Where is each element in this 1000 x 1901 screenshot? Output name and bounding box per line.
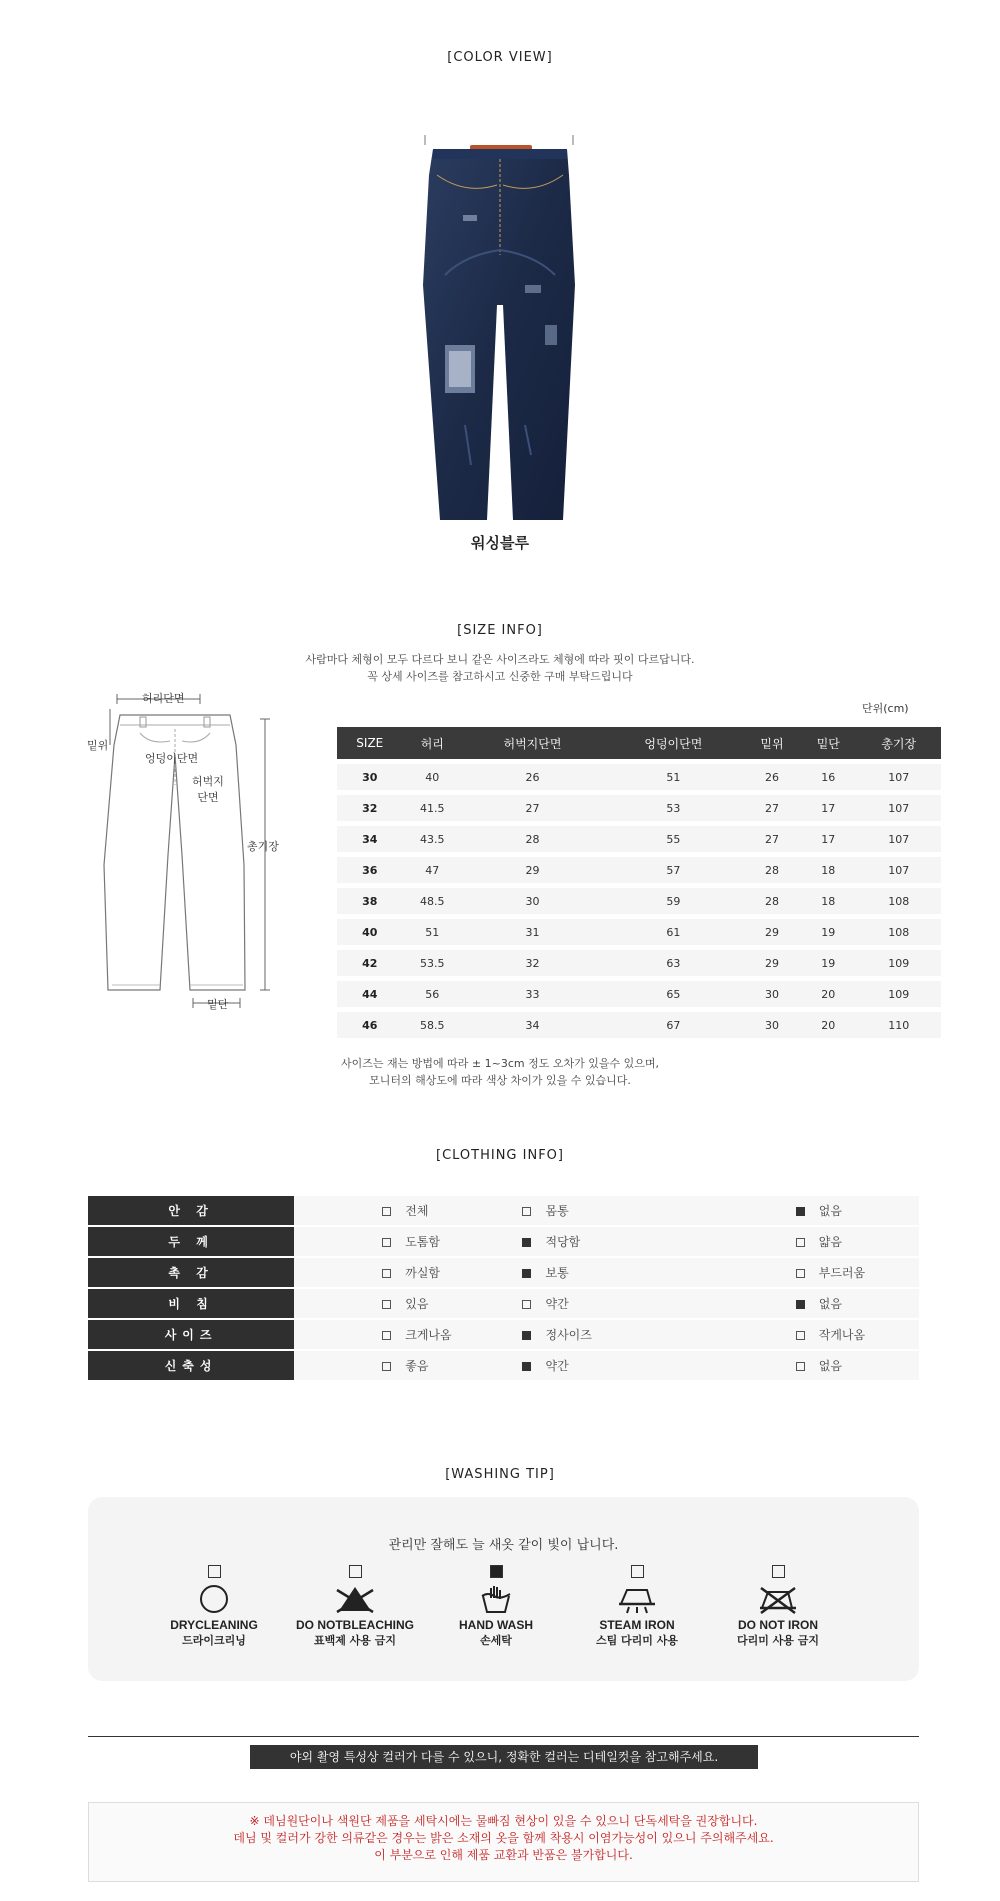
diagram-label-hem: 밑단 [207, 998, 229, 1011]
clothing-info-option [502, 1351, 710, 1380]
option-label: 없음 [818, 1359, 842, 1373]
diagram-label-waist: 허리단면 [142, 692, 185, 705]
size-note-line2: 모니터의 해상도에 따라 색상 차이가 있을 수 있습니다. [369, 1074, 631, 1087]
washing-tip-box [88, 1497, 919, 1681]
table-row [337, 857, 941, 883]
option-checkbox [796, 1331, 805, 1340]
measure-cell: 32 [462, 950, 603, 976]
table-row [337, 981, 941, 1007]
measure-cell: 28 [744, 857, 800, 883]
option-label: 몸통 [545, 1204, 569, 1218]
wash-label-ko: 스팀 다리미 사용 [595, 1634, 679, 1647]
clothing-info-row [88, 1320, 919, 1349]
product-jeans-image [405, 135, 595, 520]
clothing-info-row [88, 1196, 919, 1225]
size-cell: 32 [337, 795, 403, 821]
measure-cell: 28 [744, 888, 800, 914]
size-diagram [87, 685, 300, 1015]
measure-cell: 67 [603, 1012, 744, 1038]
option-checkbox [796, 1362, 805, 1371]
option-label: 보통 [545, 1266, 569, 1280]
clothing-info-label: 비 침 [88, 1289, 294, 1318]
wash-label-en: DO NOT IRON [738, 1618, 818, 1632]
divider [88, 1736, 919, 1737]
measure-cell: 27 [744, 795, 800, 821]
size-cell: 40 [337, 919, 403, 945]
clothing-info-option [711, 1351, 919, 1380]
measure-cell: 43.5 [403, 826, 463, 852]
wash-checkbox [631, 1565, 644, 1578]
measure-cell: 17 [800, 795, 856, 821]
clothing-info-label: 촉 감 [88, 1258, 294, 1287]
option-checkbox [796, 1238, 805, 1247]
clothing-info-title: [CLOTHING INFO] [436, 1148, 564, 1163]
measure-cell: 109 [856, 981, 941, 1007]
size-note [0, 1055, 1000, 1089]
diagram-label-thigh-line2: 단면 [197, 791, 219, 804]
size-note-line1: 사이즈는 재는 방법에 따라 ± 1~3cm 정도 오차가 있을수 있으며, [341, 1057, 659, 1070]
size-cell: 34 [337, 826, 403, 852]
do-not-iron-icon [758, 1584, 798, 1614]
wash-checkbox [349, 1565, 362, 1578]
measure-cell: 19 [800, 950, 856, 976]
measure-cell: 34 [462, 1012, 603, 1038]
measure-cell: 20 [800, 1012, 856, 1038]
measure-cell: 33 [462, 981, 603, 1007]
option-checkbox [522, 1207, 531, 1216]
table-row [337, 826, 941, 852]
wash-checkbox [772, 1565, 785, 1578]
table-row [337, 950, 941, 976]
measure-cell: 61 [603, 919, 744, 945]
measure-cell: 29 [462, 857, 603, 883]
option-checkbox [796, 1207, 805, 1216]
clothing-info-option [294, 1258, 502, 1287]
steam-iron-icon [617, 1584, 657, 1614]
hand-wash-icon [478, 1584, 514, 1614]
measure-cell: 53.5 [403, 950, 463, 976]
diagram-label-thigh-line1: 허벅지 [192, 775, 224, 788]
clothing-info-option [711, 1227, 919, 1256]
measure-cell: 108 [856, 919, 941, 945]
size-unit: 단위(cm) [862, 702, 909, 715]
no-bleach-icon [333, 1584, 377, 1614]
wash-label-ko: 드라이크리닝 [182, 1634, 246, 1647]
measure-cell: 17 [800, 826, 856, 852]
measure-cell: 30 [744, 1012, 800, 1038]
clothing-info-label: 안 감 [88, 1196, 294, 1225]
wash-item-drycleaning [144, 1565, 284, 1648]
clothing-info-option [502, 1227, 710, 1256]
option-checkbox [522, 1300, 531, 1309]
option-label: 없음 [818, 1204, 842, 1218]
option-checkbox [382, 1238, 391, 1247]
option-label: 약간 [545, 1359, 569, 1373]
measure-cell: 16 [800, 764, 856, 790]
col-header: 허리 [403, 727, 463, 759]
size-cell: 38 [337, 888, 403, 914]
clothing-info-label: 사이즈 [88, 1320, 294, 1349]
col-header: 밑단 [800, 727, 856, 759]
option-label: 없음 [818, 1297, 842, 1311]
option-label: 도톰함 [405, 1235, 441, 1249]
measure-cell: 58.5 [403, 1012, 463, 1038]
option-checkbox [382, 1207, 391, 1216]
diagram-label-thigh [192, 773, 224, 805]
measure-cell: 53 [603, 795, 744, 821]
clothing-info-option [502, 1289, 710, 1318]
measure-cell: 27 [744, 826, 800, 852]
option-checkbox [382, 1362, 391, 1371]
measure-cell: 108 [856, 888, 941, 914]
measure-cell: 30 [462, 888, 603, 914]
measure-cell: 27 [462, 795, 603, 821]
measure-cell: 107 [856, 795, 941, 821]
measure-cell: 59 [603, 888, 744, 914]
wash-label-en: STEAM IRON [599, 1618, 675, 1632]
wash-item-hand-wash [426, 1565, 566, 1648]
clothing-info-label: 두 께 [88, 1227, 294, 1256]
color-view-title: [COLOR VIEW] [447, 50, 553, 65]
option-checkbox [522, 1331, 531, 1340]
option-checkbox [522, 1238, 531, 1247]
wash-item-steam-iron [567, 1565, 707, 1648]
measure-cell: 109 [856, 950, 941, 976]
table-row [337, 888, 941, 914]
option-label: 적당함 [545, 1235, 581, 1249]
option-label: 좋음 [405, 1359, 429, 1373]
measure-cell: 107 [856, 826, 941, 852]
clothing-info-row [88, 1258, 919, 1287]
measure-cell: 29 [744, 950, 800, 976]
option-label: 전체 [405, 1204, 429, 1218]
wash-item-no-bleach [285, 1565, 425, 1648]
clothing-info-label: 신축성 [88, 1351, 294, 1380]
drycleaning-icon [197, 1584, 231, 1614]
measure-cell: 29 [744, 919, 800, 945]
measure-cell: 51 [603, 764, 744, 790]
measure-cell: 110 [856, 1012, 941, 1038]
clothing-info-option [711, 1196, 919, 1225]
wash-label-ko: 표백제 사용 금지 [313, 1634, 397, 1647]
option-label: 있음 [405, 1297, 429, 1311]
measure-cell: 65 [603, 981, 744, 1007]
measure-cell: 57 [603, 857, 744, 883]
clothing-info-option [294, 1227, 502, 1256]
wash-item-do-not-iron [708, 1565, 848, 1648]
size-table-header [337, 727, 941, 759]
measure-cell: 63 [603, 950, 744, 976]
option-label: 크게나옴 [405, 1328, 452, 1342]
size-cell: 30 [337, 764, 403, 790]
color-name: 워싱블루 [471, 534, 529, 552]
option-checkbox [796, 1300, 805, 1309]
color-notice-banner: 야외 촬영 특성상 컬러가 다를 수 있으니, 정확한 컬러는 디테일컷을 참고해주세요. [250, 1745, 758, 1769]
option-checkbox [382, 1269, 391, 1278]
option-checkbox [522, 1269, 531, 1278]
option-checkbox [382, 1300, 391, 1309]
measure-cell: 31 [462, 919, 603, 945]
measure-cell: 18 [800, 857, 856, 883]
option-label: 정사이즈 [545, 1328, 592, 1342]
size-cell: 44 [337, 981, 403, 1007]
col-header: 총기장 [856, 727, 941, 759]
option-checkbox [522, 1362, 531, 1371]
washing-tip-title: [WASHING TIP] [445, 1467, 555, 1482]
wash-label-en: DO NOTBLEACHING [296, 1618, 414, 1632]
clothing-info-row [88, 1227, 919, 1256]
size-table [337, 722, 941, 1043]
size-cell: 42 [337, 950, 403, 976]
clothing-info-option [502, 1258, 710, 1287]
clothing-info-option [502, 1196, 710, 1225]
wash-checkbox [208, 1565, 221, 1578]
option-checkbox [382, 1331, 391, 1340]
col-header: SIZE [337, 727, 403, 759]
size-intro [0, 651, 1000, 685]
diagram-label-length: 총기장 [247, 840, 279, 853]
clothing-info-option [711, 1320, 919, 1349]
clothing-info-option [711, 1289, 919, 1318]
clothing-info-option [294, 1351, 502, 1380]
table-row [337, 1012, 941, 1038]
size-cell: 36 [337, 857, 403, 883]
col-header: 밑위 [744, 727, 800, 759]
clothing-info-option [294, 1196, 502, 1225]
measure-cell: 18 [800, 888, 856, 914]
clothing-info-option [294, 1289, 502, 1318]
clothing-info-option [502, 1320, 710, 1349]
clothing-info-row [88, 1351, 919, 1380]
table-row [337, 919, 941, 945]
measure-cell: 51 [403, 919, 463, 945]
measure-cell: 47 [403, 857, 463, 883]
col-header: 허벅지단면 [462, 727, 603, 759]
measure-cell: 30 [744, 981, 800, 1007]
measure-cell: 48.5 [403, 888, 463, 914]
measure-cell: 107 [856, 764, 941, 790]
measure-cell: 28 [462, 826, 603, 852]
table-row [337, 764, 941, 790]
measure-cell: 107 [856, 857, 941, 883]
measure-cell: 20 [800, 981, 856, 1007]
measure-cell: 40 [403, 764, 463, 790]
wash-checkbox [490, 1565, 503, 1578]
col-header: 엉덩이단면 [603, 727, 744, 759]
wash-label-ko: 손세탁 [480, 1634, 512, 1647]
warning-box [88, 1802, 919, 1882]
washing-headline: 관리만 잘해도 늘 새옷 같이 빛이 납니다. [388, 1538, 619, 1553]
clothing-info-option [294, 1320, 502, 1349]
table-row [337, 795, 941, 821]
option-label: 얇음 [818, 1235, 842, 1249]
size-info-title: [SIZE INFO] [457, 623, 543, 638]
size-cell: 46 [337, 1012, 403, 1038]
warning-line3: 이 부분으로 인해 제품 교환과 반품은 불가합니다. [374, 1848, 633, 1862]
clothing-info-table [88, 1194, 919, 1382]
option-label: 까실함 [405, 1266, 441, 1280]
clothing-info-option [711, 1258, 919, 1287]
measure-cell: 26 [744, 764, 800, 790]
warning-line1: ※ 데님원단이나 색원단 제품을 세탁시에는 물빠짐 현상이 있을 수 있으니 단독세탁을 권장합니다. [249, 1814, 758, 1828]
warning-line2: 데님 및 컬러가 강한 의류같은 경우는 밝은 소재의 옷을 함께 착용시 이염가능성이 있으니 주의해주세요. [233, 1831, 774, 1845]
measure-cell: 26 [462, 764, 603, 790]
size-intro-line2: 꼭 상세 사이즈를 참고하시고 신중한 구매 부탁드립니다 [367, 670, 633, 683]
option-label: 부드러움 [818, 1266, 866, 1280]
option-label: 약간 [545, 1297, 569, 1311]
diagram-label-hip: 엉덩이단면 [145, 752, 199, 765]
measure-cell: 56 [403, 981, 463, 1007]
clothing-info-row [88, 1289, 919, 1318]
measure-cell: 19 [800, 919, 856, 945]
wash-label-en: HAND WASH [459, 1618, 533, 1632]
wash-label-en: DRYCLEANING [170, 1618, 258, 1632]
measure-cell: 55 [603, 826, 744, 852]
option-checkbox [796, 1269, 805, 1278]
measure-cell: 41.5 [403, 795, 463, 821]
diagram-label-rise: 밑위 [87, 739, 109, 752]
option-label: 작게나옴 [818, 1328, 866, 1342]
size-intro-line1: 사람마다 체형이 모두 다르다 보니 같은 사이즈라도 체형에 따라 핏이 다르답니다. [305, 653, 695, 666]
wash-label-ko: 다리미 사용 금지 [736, 1634, 820, 1647]
